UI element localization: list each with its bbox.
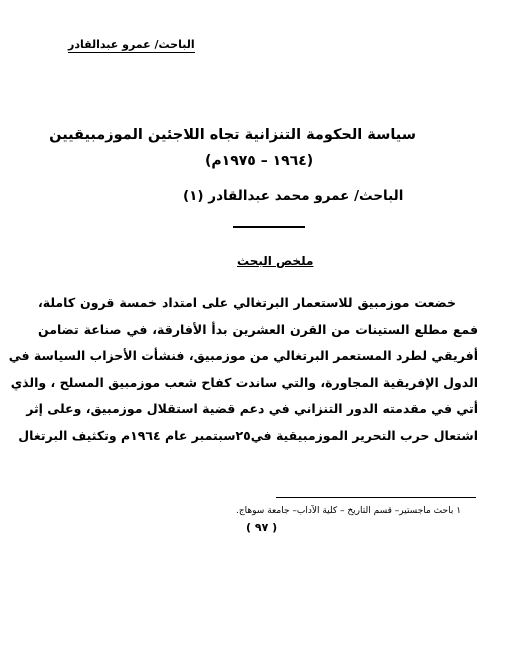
body-line: خضعت موزمبيق للاستعمار البرتغالي على امتداد خمسة قرون كاملة،	[38, 295, 456, 310]
author-line: الباحث/ عمرو محمد عبدالقادر (١)	[183, 188, 404, 204]
body-line: أتي في مقدمته الدور التنزاني في دعم قضية استقلال موزمبيق، وعلى إثر	[26, 401, 478, 416]
body-line: فمع مطلع الستينات من القرن العشرين بدأ الأفارقة، في صناعة تضامن	[38, 321, 478, 337]
footnote-separator	[276, 497, 476, 498]
footnote: ١ باحث ماجستير– قسم التاريخ – كلية الآداب– جامعة سوهاج.	[236, 506, 462, 516]
page-number: ( ٩٧ )	[246, 521, 278, 534]
running-header: الباحث/ عمرو عبدالقادر	[68, 38, 195, 51]
body-line: اشتعال حرب التحرير الموزمبيقية في٢٥سبتمبر عام ١٩٦٤م وتكثيف البرتغال	[18, 427, 478, 443]
abstract-heading: ملخص البحث	[237, 254, 314, 268]
abstract-body	[8, 290, 478, 449]
title-divider	[233, 226, 305, 228]
paper-dates: (١٩٦٤ – ١٩٧٥م)	[205, 153, 314, 169]
body-line: أفريقي لطرد المستعمر البرتغالي من موزمبيق، فنشأت الأحزاب السياسة في	[8, 348, 478, 363]
body-line: الدول الإفريقية المجاورة، والتي ساندت كفاح شعب موزمبيق المسلح ، والذي	[10, 374, 478, 390]
paper-title: سياسة الحكومة التنزانية تجاه اللاجئين الموزمبيقيين	[49, 127, 416, 143]
